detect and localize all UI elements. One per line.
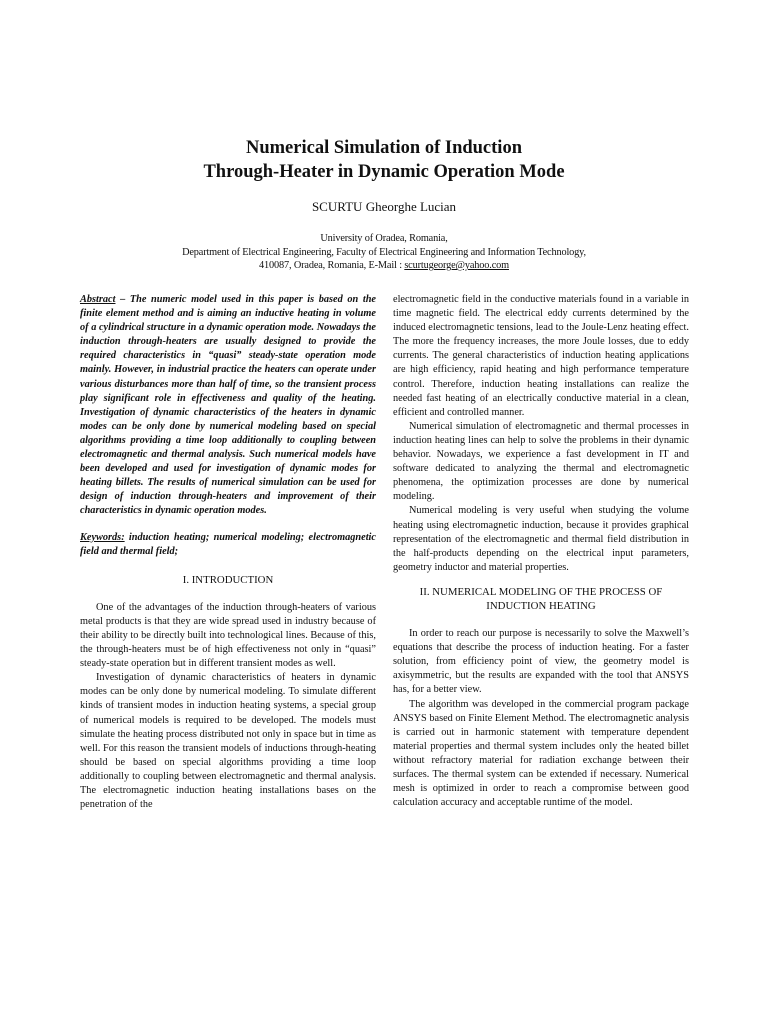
author-name: SCURTU Gheorghe Lucian <box>311 199 457 214</box>
address-text: 410087, Oradea, Romania, E-Mail : <box>259 260 405 271</box>
abstract-label: Abstract <box>80 294 116 305</box>
abstract-text: – The numeric model used in this paper is based on the finite element method and is aiming an inductive heating in volume of a cylindrical structure in a dynamic operation mode. Nowadays the induction through-heaters are usually designed to provide the required characteristics in “quasi” steady-state operation mode mainly. However, in industrial practice the heaters can operate under various disturbances more than half of time, so the transient process play significant role in effectiveness and quality of the heating. Investigation of dynamic characteristics of the heaters in dynamic modes can be only done by numerical modeling based on special algorithms providing a time loop additionally to coupling between electromagnetic and thermal analysis. Such numerical models have been developed and used for investigation of dynamic modes for heating billets. The results of numerical simulation can be used for design of induction through-heaters and improvement of their characteristics in dynamic operation modes. <box>80 294 376 517</box>
affiliation-line-1: University of Oradea, Romania, <box>320 233 448 244</box>
body-paragraph: The algorithm was developed in the commercial program package ANSYS based on Finite Element Method. The electromagnetic analysis is carried out in harmonic statement with temperature dependent material properties and thermal system includes only the heated billet without refractory material for radiation exchange between their surfaces. The thermal system can be extended if necessary. Numerical mesh is optimized in order to reach a compromise between good calculation accuracy and acceptable runtime of the model. <box>393 698 689 809</box>
left-column <box>80 293 376 812</box>
affiliation <box>0 232 768 273</box>
body-paragraph: Numerical modeling is very useful when studying the volume heating using electromagnetic induction, because it provides graphical representation of the electromagnetic and thermal field distribution in the half-products depending on the electrical input parameters, geometry inductor and material properties. <box>393 505 689 573</box>
keywords <box>80 531 376 559</box>
affiliation-line-2: Department of Electrical Engineering, Faculty of Electrical Engineering and Information Technology, <box>182 246 586 258</box>
right-column <box>393 293 689 810</box>
abstract <box>80 293 376 519</box>
section-heading-line-1: II. NUMERICAL MODELING OF THE PROCESS OF <box>419 585 663 598</box>
section-heading-line-2: INDUCTION HEATING <box>486 599 596 612</box>
body-paragraph: Numerical simulation of electromagnetic and thermal processes in induction heating lines can help to solve the problems in their dynamic behavior. Nowadays, we experience a fast development in IT and software dedicated to analyzing the thermal and electromagnetic phenomena, the optimization processes are done by numerical modeling. <box>393 420 689 503</box>
title-line-2: Through-Heater in Dynamic Operation Mode <box>203 162 565 182</box>
section-heading-numerical-modeling <box>393 585 689 613</box>
body-paragraph: One of the advantages of the induction through-heaters of various metal products is that they are wide spread used in industry because of their ability to be directly built into technological lines. Because of this, the through-heaters must be of high effectiveness not only in “quasi” steady-state operation but in different transient modes as well. <box>80 601 376 670</box>
affiliation-line-3 <box>0 259 768 273</box>
paper-title <box>0 136 768 184</box>
email-link[interactable]: scurtugeorge@yahoo.com <box>404 260 509 271</box>
keywords-label: Keywords: <box>80 531 125 543</box>
body-paragraph: electromagnetic field in the conductive materials found in a variable in time magnetic field. The electrical eddy currents determined by the induced electromagnetic tensions, lead to the Joule-Lenz heating effect. The more the frequency increases, the more Joule losses, due to eddy currents. The general characteristics of induction heating applications are high efficiency, rapid heating and high performance temperature control. Therefore, induction heating installations can realize the needed fast heating of an electrically conductive material in a clean, efficient and controlled manner. <box>393 294 689 418</box>
body-paragraph: In order to reach our purpose is necessarily to solve the Maxwell’s equations that describe the process of induction heating. For a faster solution, from efficiency point of view, the geometry model is axisymmetric, but the results are expanded with the tool that ANSYS has, for a better view. <box>393 628 689 696</box>
title-line-1: Numerical Simulation of Induction <box>246 138 522 158</box>
keywords-text: induction heating; numerical modeling; electromagnetic field and thermal field; <box>80 531 376 557</box>
body-paragraph: Investigation of dynamic characteristics of heaters in dynamic modes can be only done by numerical modeling. To simulate different kinds of transient modes in induction heating systems, a special group of numerical models is required to be developed. The models must simulate the heating process distributed not only in space but in time as well. For this reason the transient models of inductions through-heating should be based on special algorithms providing a time loop additionally to coupling between electromagnetic and thermal analysis. The electromagnetic induction heating installations bases on the penetration of the <box>80 672 376 811</box>
section-heading-introduction: I. INTRODUCTION <box>182 573 274 586</box>
